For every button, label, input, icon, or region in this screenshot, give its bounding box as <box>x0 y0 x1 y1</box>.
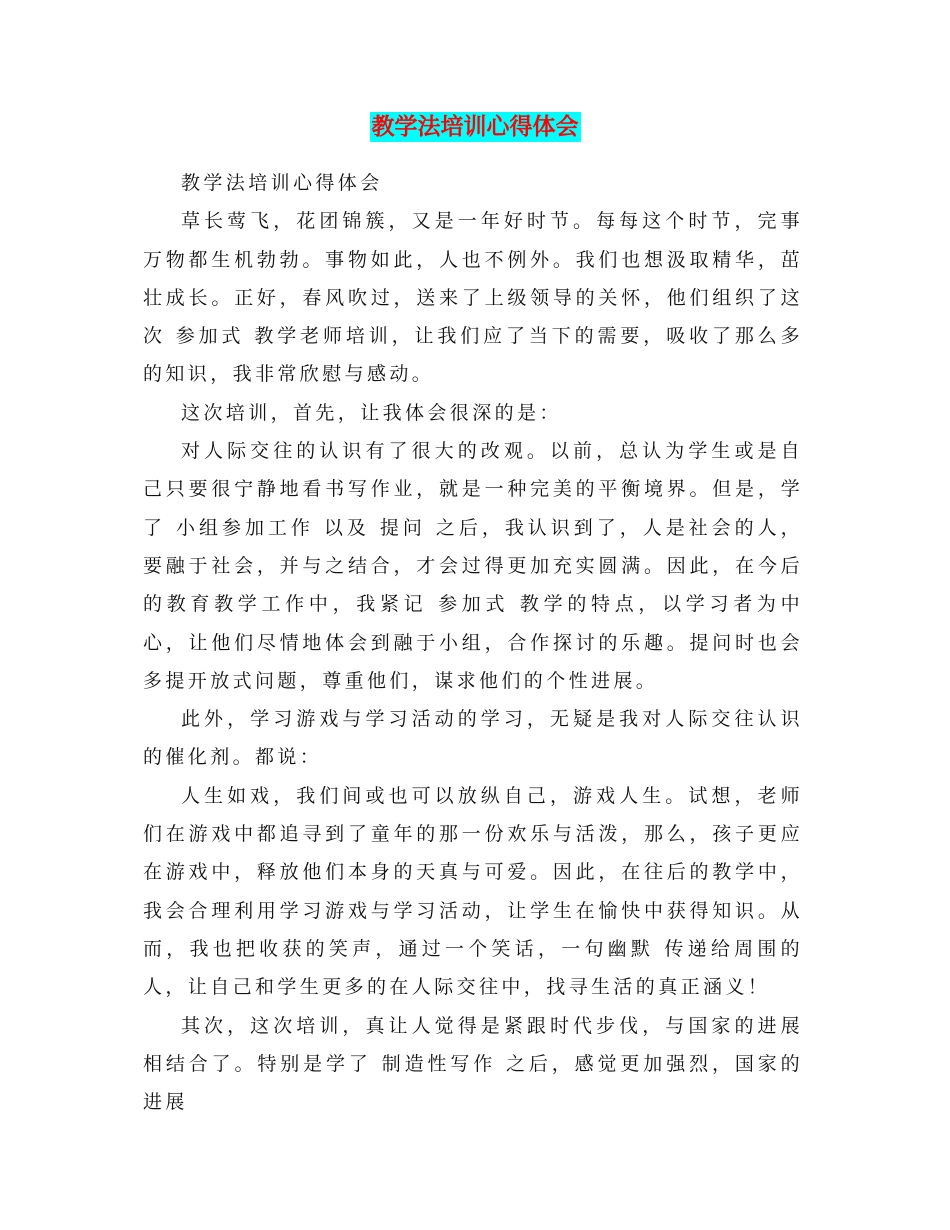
paragraph: 这次培训，首先，让我体会很深的是： <box>181 401 562 424</box>
document-body <box>143 164 803 1121</box>
title-container <box>0 112 950 142</box>
paragraph: 草长莺飞，花团锦簇，又是一年好时节。每每这个时节，完事万物都生机勃勃。事物如此，人也不例外。我们也想汲取精华，茁壮成长。正好，春风吹过，送来了上级领导的关怀，他们组织了这次 参加式 教学老师培训，让我们应了当下的需要，吸收了那么多的知识，我非常欣慰与感动。 <box>143 210 803 386</box>
document-title: 教学法培训心得体会 <box>371 113 579 140</box>
paragraph: 人生如戏，我们间或也可以放纵自己，游戏人生。试想，老师们在游戏中都追寻到了童年的那一份欢乐与活泼，那么，孩子更应在游戏中，释放他们本身的天真与可爱。因此，在往后的教学中，我会合理利用学习游戏与学习活动，让学生在愉快中获得知识。从而，我也把收获的笑声，通过一个笑话，一句幽默 传递给周围的人，让自己和学生更多的在人际交往中，找寻生活的真正涵义！ <box>143 784 803 999</box>
paragraph: 对人际交往的认识有了很大的改观。以前，总认为学生或是自己只要很宁静地看书写作业，就是一种完美的平衡境界。但是，学了 小组参加工作 以及 提问 之后，我认识到了，人是社会的人，要融于社会，并与之结合，才会过得更加充实圆满。因此，在今后的教育教学工作中，我紧记 参加式 教学的特点，以学习者为中心，让他们尽情地体会到融于小组，合作探讨的乐趣。提问时也会多提开放式问题，尊重他们，谋求他们的个性进展。 <box>143 440 803 692</box>
paragraph: 其次，这次培训，真让人觉得是紧跟时代步伐，与国家的进展相结合了。特别是学了 制造性写作 之后，感觉更加强烈，国家的进展 <box>143 1014 803 1114</box>
paragraph: 此外，学习游戏与学习活动的学习，无疑是我对人际交往认识的催化剂。都说： <box>143 708 803 769</box>
paragraph-subtitle: 教学法培训心得体会 <box>181 172 383 194</box>
